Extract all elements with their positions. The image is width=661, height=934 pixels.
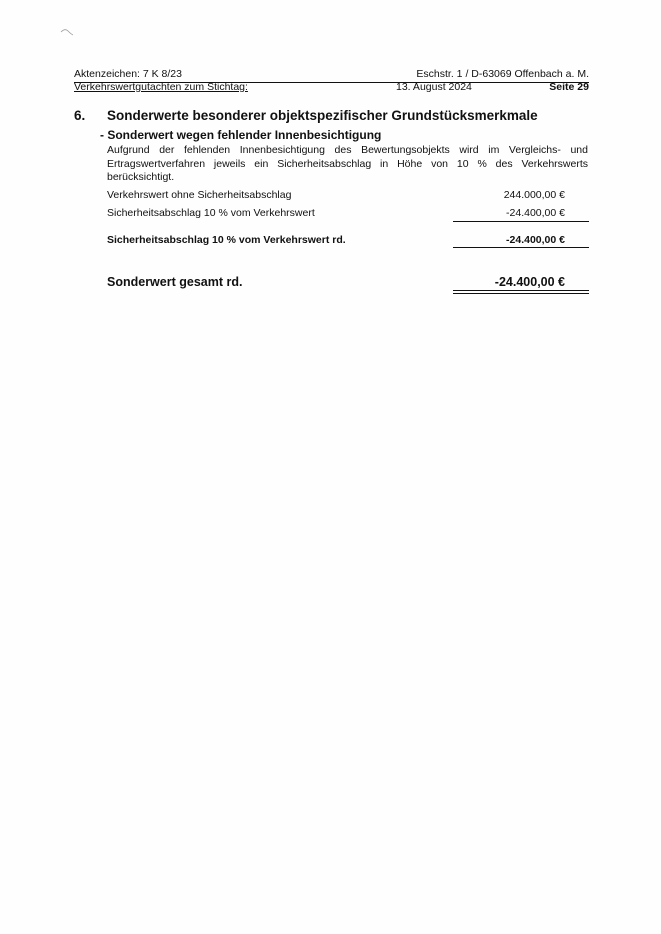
underline-deduction: [453, 221, 589, 222]
paragraph-line: Ertragswertverfahren jeweils ein Sicherheitsabschlag in Höhe von 10 % des Verkehrswerts: [107, 157, 588, 170]
subtotal-value: -24.400,00 €: [506, 234, 565, 246]
header-row-2: [74, 81, 589, 93]
paragraph-line: Aufgrund der fehlenden Innenbesichtigung des Bewertungsobjekts wird im Vergleichs- und: [107, 144, 588, 156]
scan-artifact-mark: [60, 28, 74, 36]
underline-subtotal: [453, 247, 589, 248]
calc-value: 244.000,00 €: [503, 189, 565, 201]
section-number: 6.: [74, 108, 86, 123]
report-date: 13. August 2024: [396, 81, 472, 93]
section-title: Sonderwerte besonderer objektspezifischer Grundstücksmerkmale: [107, 108, 538, 123]
calc-label: Sicherheitsabschlag 10 % vom Verkehrswert: [107, 207, 315, 219]
total-value: -24.400,00 €: [494, 275, 565, 289]
calc-value: -24.400,00 €: [506, 207, 565, 219]
paragraph-line: berücksichtigt.: [107, 171, 175, 183]
subsection-title: - Sonderwert wegen fehlender Innenbesichtigung: [100, 128, 382, 142]
page-number: Seite 29: [549, 81, 589, 93]
calc-label: Verkehrswert ohne Sicherheitsabschlag: [107, 189, 292, 201]
address: Eschstr. 1 / D-63069 Offenbach a. M.: [416, 68, 589, 80]
report-label: Verkehrswertgutachten zum Stichtag:: [74, 81, 248, 93]
total-double-underline-bottom: [453, 293, 589, 294]
file-reference: Aktenzeichen: 7 K 8/23: [74, 68, 182, 80]
explanation-paragraph: [107, 144, 588, 185]
total-double-underline-top: [453, 290, 589, 291]
total-label: Sonderwert gesamt rd.: [107, 275, 243, 289]
subtotal-label: Sicherheitsabschlag 10 % vom Verkehrswert rd.: [107, 234, 346, 246]
